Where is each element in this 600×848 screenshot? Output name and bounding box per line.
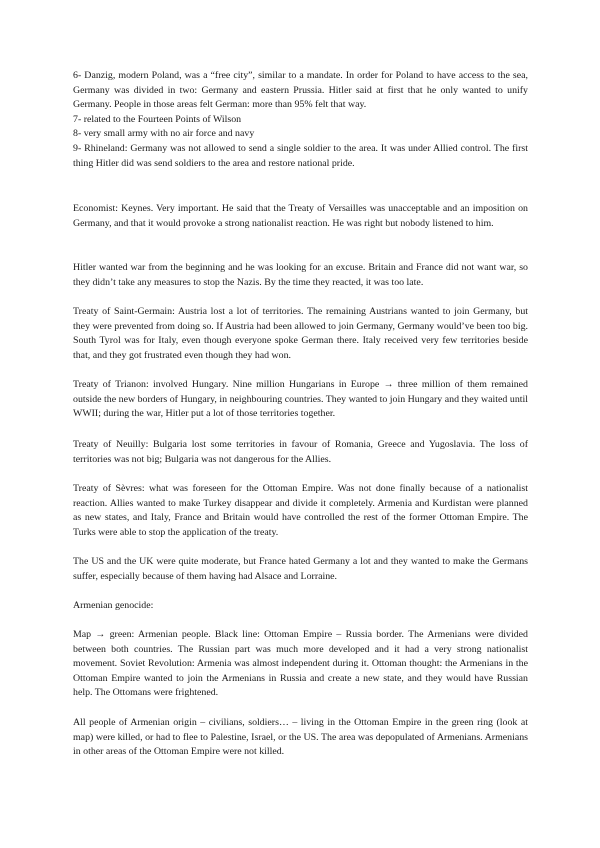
paragraph-saint-germain: Treaty of Saint-Germain: Austria lost a lot of territories. The remaining Austrians wanted to join Germany, but they were prevented from doing so. If Austria had been allowed to join Germany, Germany would’ve been too big. South Tyrol was for Italy, even though everyone spoke German there. Italy received very few territories beside that, and they got frustrated even though they had won.	[73, 306, 528, 361]
point-8: 8- very small army with no air force and navy	[73, 128, 255, 140]
paragraph-sevres: Treaty of Sèvres: what was foreseen for the Ottoman Empire. Was not done finally because of a nationalist reaction. Allies wanted to make Turkey disappear and divide it completely. Armenia and Kurdistan were planned as new states, and Italy, France and Britain would have controlled the rest of the former Ottoman Empire. The Turks were able to stop the application of the treaty.	[73, 483, 528, 538]
paragraph-trianon: Treaty of Trianon: involved Hungary. Nine million Hungarians in Europe → three million of them remained outside the new borders of Hungary, in neighbouring countries. They wanted to join Hungary and they waited until WWII; during the war, Hitler put a lot of those territories together.	[73, 379, 528, 420]
paragraph-map: Map → green: Armenian people. Black line: Ottoman Empire – Russia border. The Armenians were divided between both countries. The Russian part was much more developed and it had a very strong nationalist movement. Soviet Revolution: Armenia was almost independent during it. Ottoman thought: the Armenians in the Ottoman Empire wanted to join the Armenians in Russia and create a new state, and they would have Russian help. The Ottomans were frightened.	[73, 629, 528, 699]
point-9: 9- Rhineland: Germany was not allowed to send a single soldier to the area. It was under Allied control. The first thing Hitler did was send soldiers to the area and restore national pride.	[73, 142, 528, 169]
paragraph-us-uk-france: The US and the UK were quite moderate, but France hated Germany a lot and they wanted to make the Germans suffer, especially because of them having had Alsace and Lorraine.	[73, 556, 528, 582]
heading-armenian-genocide: Armenian genocide:	[73, 600, 154, 611]
intro-block	[73, 69, 528, 171]
paragraph-hitler-war: Hitler wanted war from the beginning and he was looking for an excuse. Britain and France did not want war, so they didn’t take any measures to stop the Nazis. By the time they reacted, it was too late.	[73, 262, 528, 288]
point-7: 7- related to the Fourteen Points of Wilson	[73, 113, 242, 125]
paragraph-keynes: Economist: Keynes. Very important. He said that the Treaty of Versailles was unacceptable and an imposition on Germany, and that it would provoke a strong nationalist reaction. He was right but nobody listened to him.	[73, 203, 528, 229]
paragraph-armenian-origin: All people of Armenian origin – civilians, soldiers… – living in the Ottoman Empire in the green ring (look at map) were killed, or had to flee to Palestine, Israel, or the US. The area was depopulated of Armenians. Armenians in other areas of the Ottoman Empire were not killed.	[73, 717, 528, 758]
point-6: 6- Danzig, modern Poland, was a “free city”, similar to a mandate. In order for Poland to have access to the sea, Germany was divided in two: Germany and eastern Prussia. Hitler said at first that he only wanted to unify Germany. People in those areas felt German: more than 95% felt that way.	[73, 70, 528, 111]
paragraph-neuilly: Treaty of Neuilly: Bulgaria lost some territories in favour of Romania, Greece and Yugoslavia. The loss of territories was not big; Bulgaria was not dangerous for the Allies.	[73, 439, 528, 465]
